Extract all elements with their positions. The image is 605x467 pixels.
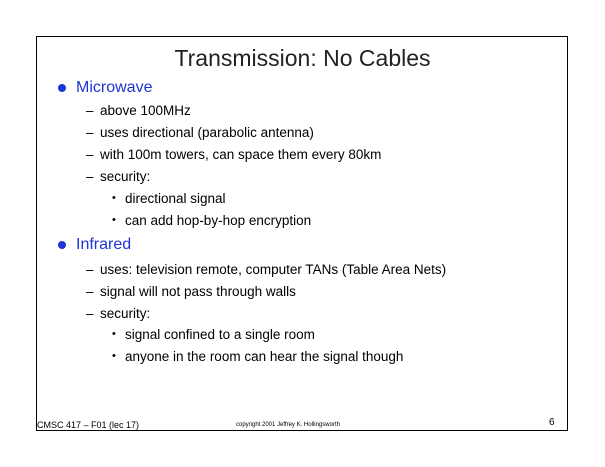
dot-bullet: • [112, 350, 116, 362]
sub-list-item: directional signal [125, 191, 226, 206]
dot-bullet: • [112, 192, 116, 204]
dash-bullet: – [86, 306, 94, 321]
section-heading-infrared: Infrared [76, 236, 132, 253]
list-item: above 100MHz [100, 103, 191, 118]
dash-bullet: – [86, 103, 94, 118]
section-bullet-microwave [58, 84, 66, 92]
section-bullet-infrared [58, 241, 66, 249]
section-heading-microwave: Microwave [76, 79, 153, 96]
slide-title: Transmission: No Cables [174, 45, 431, 71]
dot-bullet: • [112, 328, 116, 340]
list-item: security: [100, 306, 151, 321]
dash-bullet: – [86, 147, 94, 162]
list-item: uses directional (parabolic antenna) [100, 125, 314, 140]
footer-copyright: copyright 2001 Jeffrey K. Hollingsworth [236, 422, 340, 428]
sub-list-item: anyone in the room can hear the signal though [125, 349, 404, 364]
dash-bullet: – [86, 125, 94, 140]
dot-bullet: • [112, 214, 116, 226]
dash-bullet: – [86, 169, 94, 184]
list-item: with 100m towers, can space them every 80km [100, 147, 382, 162]
sub-list-item: signal confined to a single room [125, 327, 315, 342]
list-item: security: [100, 169, 151, 184]
footer-course: CMSC 417 – F01 (lec 17) [37, 420, 140, 430]
dash-bullet: – [86, 262, 94, 277]
list-item: signal will not pass through walls [100, 284, 296, 299]
list-item: uses: television remote, computer TANs (Table Area Nets) [100, 262, 447, 277]
dash-bullet: – [86, 284, 94, 299]
page-number: 6 [549, 417, 555, 428]
sub-list-item: can add hop-by-hop encryption [125, 213, 312, 228]
